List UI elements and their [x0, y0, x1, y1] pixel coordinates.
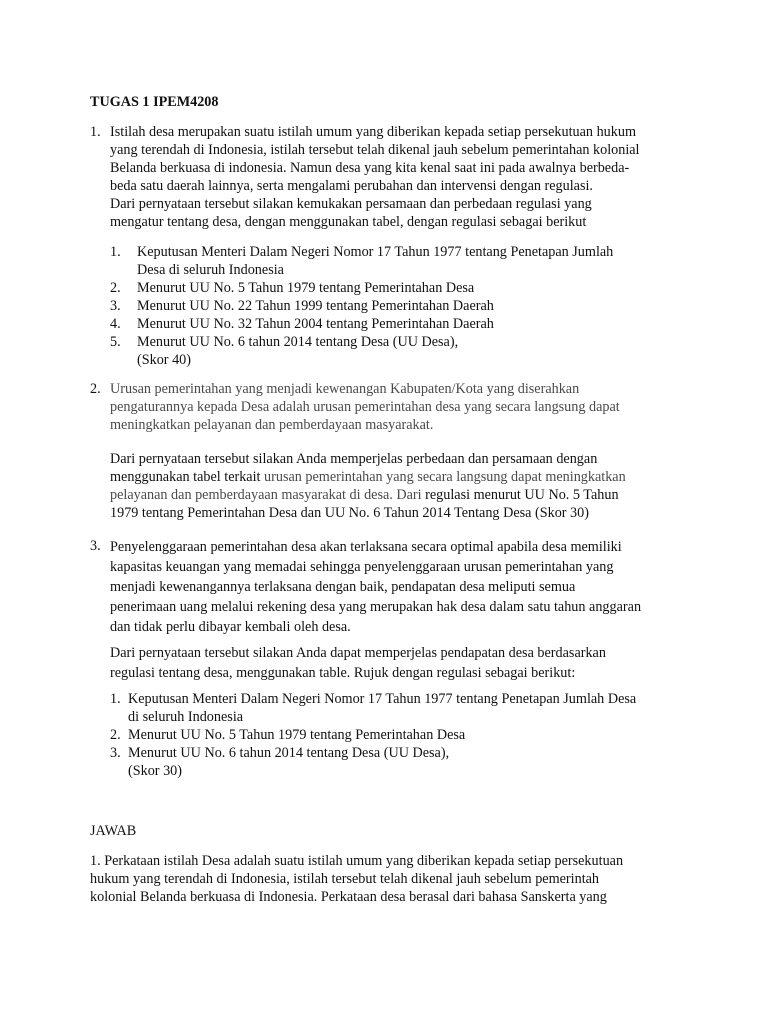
- question-text-line: Dari pernyataan tersebut silakan kemukakan persamaan dan perbedaan regulasi yang: [110, 196, 592, 212]
- list-item-text: Keputusan Menteri Dalam Negeri Nomor 17 Tahun 1977 tentang Penetapan Jumlah Desa: [128, 691, 637, 707]
- question-text-line: Urusan pemerintahan yang menjadi kewenangan Kabupaten/Kota yang diserahkan: [110, 381, 580, 397]
- question-number: 2.: [90, 381, 101, 397]
- instruction-line: Dari pernyataan tersebut silakan Anda memperjelas perbedaan dan persamaan dengan: [110, 451, 598, 467]
- document-title: TUGAS 1 IPEM4208: [90, 94, 219, 110]
- question-text-line: Penyelenggaraan pemerintahan desa akan terlaksana secara optimal apabila desa memiliki: [110, 539, 622, 555]
- instruction-text: regulasi menurut UU No. 5 Tahun: [425, 487, 619, 503]
- question-text-line: kapasitas keuangan yang memadai sehingga penyelenggaraan urusan pemerintahan yang: [110, 559, 614, 575]
- list-item-number: 2.: [110, 727, 121, 743]
- list-item-number: 5.: [110, 334, 121, 350]
- list-item: [110, 690, 636, 726]
- score-text: (Skor 40): [137, 352, 191, 368]
- list-item-text: Menurut UU No. 6 tahun 2014 tentang Desa (UU Desa),: [128, 745, 450, 761]
- question-number: 3.: [90, 538, 101, 554]
- list-item-number: 4.: [110, 316, 121, 332]
- instruction-text: menggunakan tabel terkait: [110, 469, 265, 485]
- instruction-line: 1979 tentang Pemerintahan Desa dan UU No. 6 Tahun 2014 Tentang Desa (Skor 30): [110, 505, 589, 521]
- question-text-line: pengaturannya kepada Desa adalah urusan pemerintahan desa yang secara langsung dapat: [110, 399, 620, 415]
- question-3-instruction: [110, 643, 606, 683]
- list-item-number: 1.: [110, 244, 121, 260]
- list-item-number: 3.: [110, 298, 121, 314]
- list-item: [110, 333, 613, 369]
- regulation-list-3: [110, 690, 636, 780]
- list-item: [110, 279, 613, 297]
- list-item-text: di seluruh Indonesia: [128, 709, 244, 725]
- list-item-text: Menurut UU No. 32 Tahun 2004 tentang Pemerintahan Daerah: [137, 316, 494, 332]
- score-text: (Skor 30): [128, 763, 182, 779]
- list-item-text: Keputusan Menteri Dalam Negeri Nomor 17 Tahun 1977 tentang Penetapan Jumlah: [137, 244, 614, 260]
- list-item-number: 2.: [110, 280, 121, 296]
- question-text-line: menjadi kewenangannya terlaksana dengan baik, pendapatan desa meliputi semua: [110, 579, 576, 595]
- question-text-line: meningkatkan pelayanan dan pemberdayaan masyarakat.: [110, 417, 434, 433]
- list-item: [110, 315, 613, 333]
- question-text-line: beda satu daerah lainnya, serta mengalami perubahan dan intervensi dengan regulasi.: [110, 178, 593, 194]
- answer-body: [90, 852, 623, 906]
- question-number: 1.: [90, 124, 101, 140]
- instruction-line: [110, 468, 626, 486]
- instruction-line: regulasi tentang desa, menggunakan table. Rujuk dengan regulasi sebagai berikut:: [110, 665, 576, 681]
- list-item-text: Menurut UU No. 5 Tahun 1979 tentang Pemerintahan Desa: [137, 280, 475, 296]
- question-text-line: penerimaan uang melalui rekening desa yang merupakan hak desa dalam satu tahun anggaran: [110, 599, 642, 615]
- list-item-number: 1.: [110, 691, 121, 707]
- list-item-text: Menurut UU No. 6 tahun 2014 tentang Desa (UU Desa),: [137, 334, 459, 350]
- regulation-list-1: [110, 243, 613, 369]
- list-item-text: Menurut UU No. 5 Tahun 1979 tentang Pemerintahan Desa: [128, 727, 466, 743]
- question-text-line: yang terendah di Indonesia, istilah tersebut telah dikenal jauh sebelum pemerintahan kolonial: [110, 142, 640, 158]
- instruction-highlight-text: urusan pemerintahan yang secara langsung dapat meningkatkan: [264, 469, 626, 485]
- question-text-line: Belanda berkuasa di indonesia. Namun desa yang kita kenal saat ini pada awalnya berbeda-: [110, 160, 630, 176]
- list-item: [110, 726, 636, 744]
- list-item-text: Desa di seluruh Indonesia: [137, 262, 284, 278]
- instruction-highlight-text: pelayanan dan pemberdayaan masyarakat di desa. Dari: [110, 487, 426, 503]
- answer-heading: JAWAB: [90, 823, 137, 839]
- question-text-line: Istilah desa merupakan suatu istilah umum yang diberikan kepada setiap persekutuan hukum: [110, 124, 636, 140]
- question-2-instruction: [110, 450, 626, 522]
- question-text-line: mengatur tentang desa, dengan menggunakan tabel, dengan regulasi sebagai berikut: [110, 214, 587, 230]
- instruction-line: Dari pernyataan tersebut silakan Anda dapat memperjelas pendapatan desa berdasarkan: [110, 645, 606, 661]
- list-item: [110, 297, 613, 315]
- list-item: [110, 243, 613, 279]
- question-text-line: dan tidak perlu dibayar kembali oleh desa.: [110, 619, 351, 635]
- answer-text-line: kolonial Belanda berkuasa di Indonesia. Perkataan desa berasal dari bahasa Sanskerta yang: [90, 889, 607, 905]
- list-item-text: Menurut UU No. 22 Tahun 1999 tentang Pemerintahan Daerah: [137, 298, 494, 314]
- instruction-line: [110, 486, 626, 504]
- answer-text-line: 1. Perkataan istilah Desa adalah suatu istilah umum yang diberikan kepada setiap persekutuan: [90, 853, 624, 869]
- answer-text-line: hukum yang terendah di Indonesia, istilah tersebut telah dikenal jauh sebelum pemerintah: [90, 871, 600, 887]
- list-item-number: 3.: [110, 745, 121, 761]
- list-item: [110, 744, 636, 780]
